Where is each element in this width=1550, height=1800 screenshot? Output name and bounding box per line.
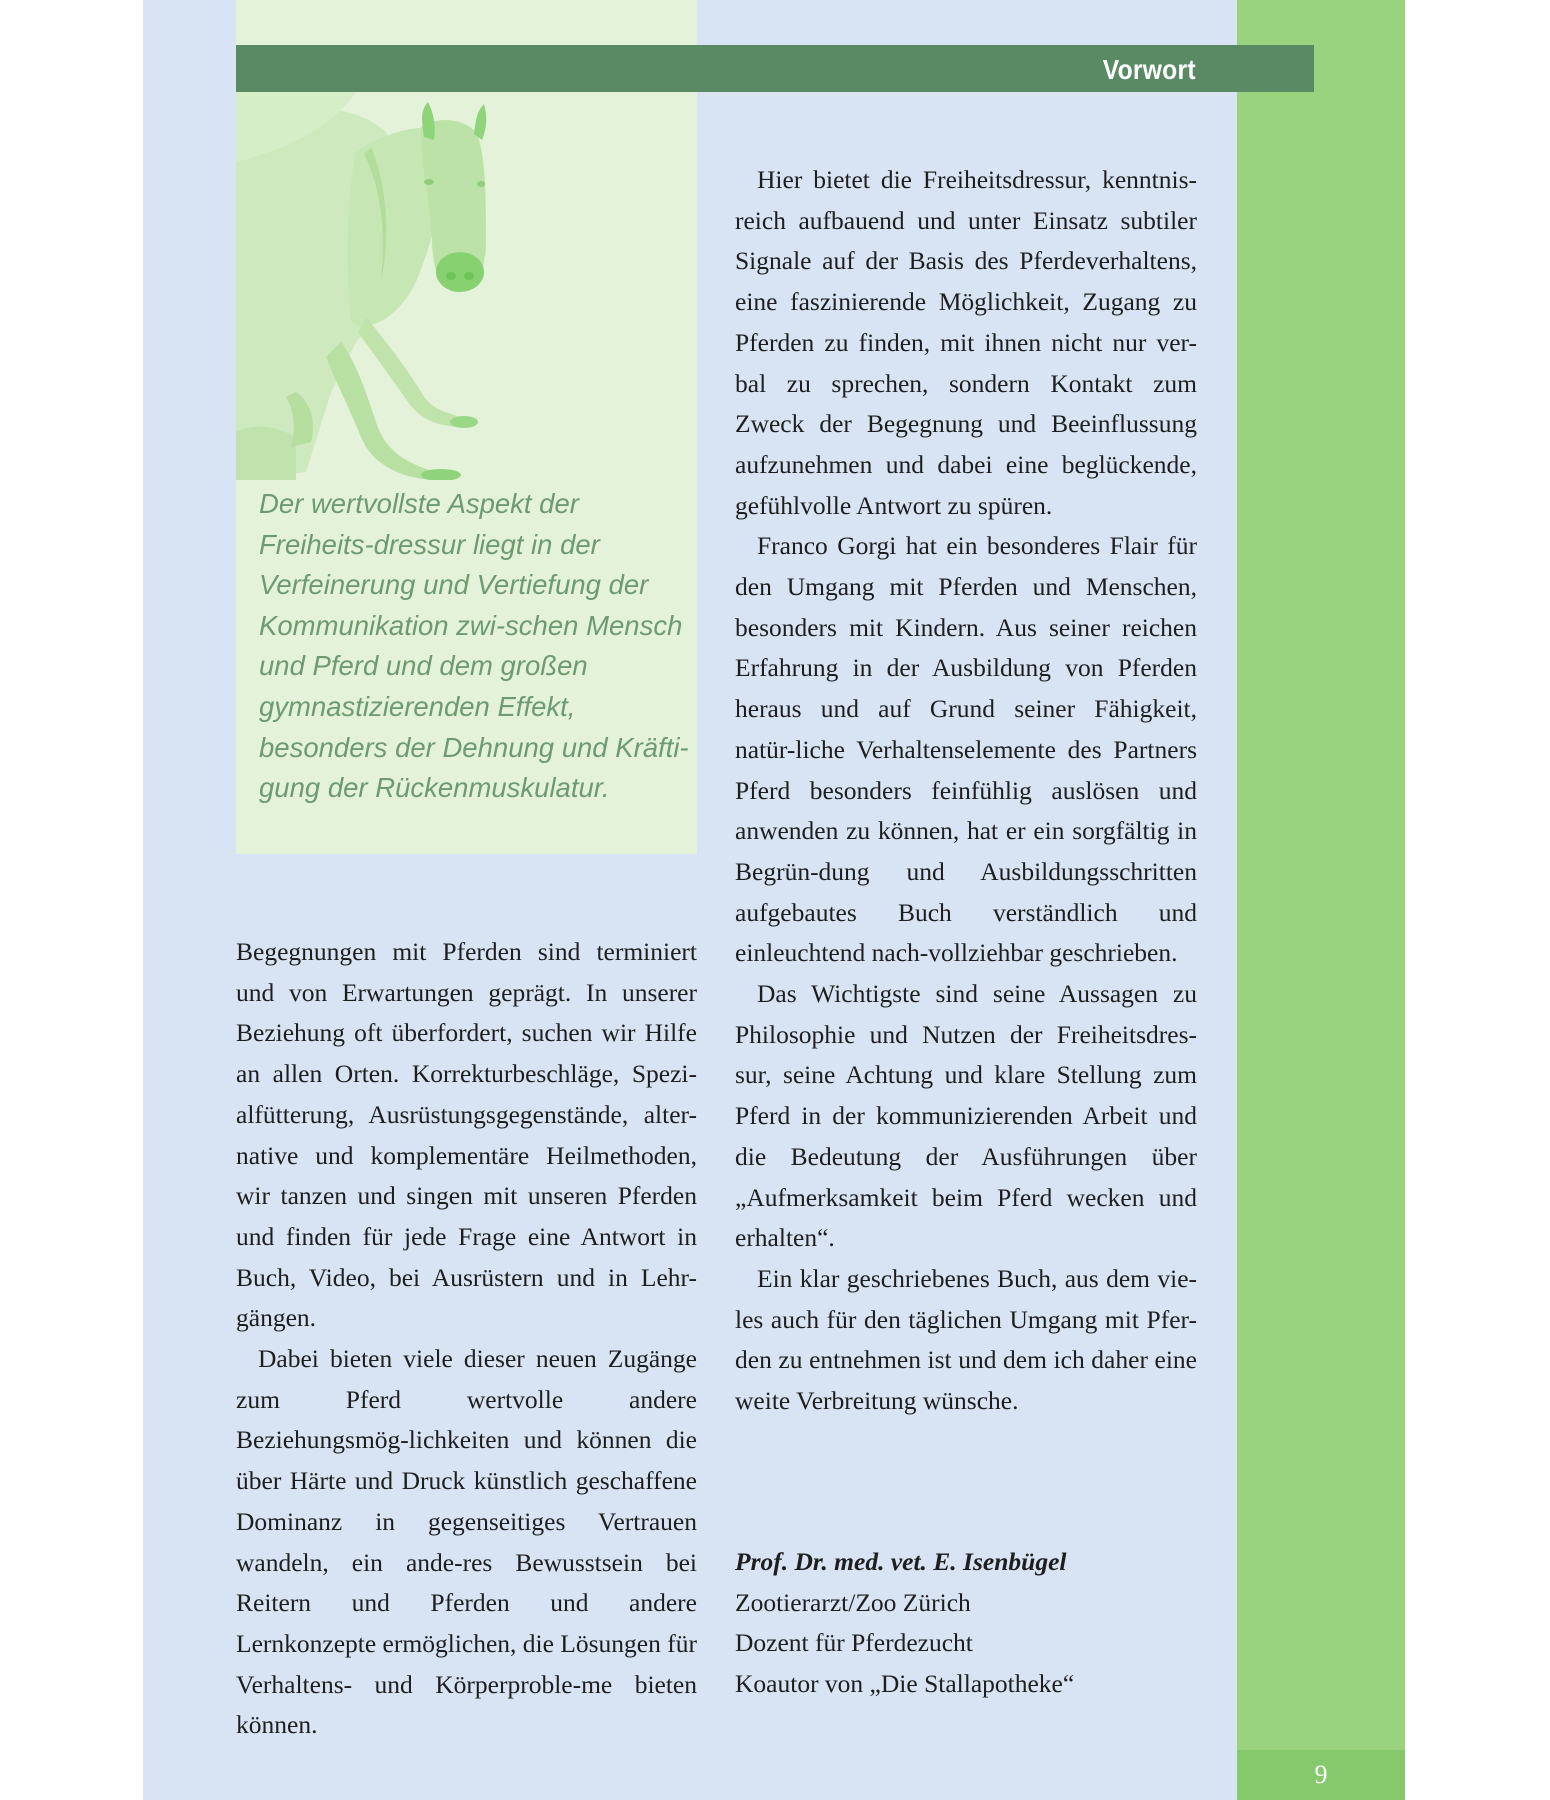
image-caption: Der wertvollste Aspekt der Freiheits-dressur liegt in der Verfeinerung und Vertiefung der Kommunikation zwi-schen Mensch und Pferd und dem großen gymnastizierenden Effekt, besonders der Dehnung und Kräfti-gung der Rückenmuskulatur.: [259, 488, 689, 804]
right-paragraph-1: Hier bietet die Freiheitsdressur, kenntnis-reich aufbauend und unter Einsatz subtiler Signale auf der Basis des Pferdeverhaltens, eine faszinierende Möglichkeit, Zugang zu Pferden zu finden, mit ihnen nicht nur ver-bal zu sprechen, sondern Kontakt zum Zweck der Begegnung und Beeinflussung aufzunehmen und dabei eine beglückende, gefühlvolle Antwort zu spüren.: [735, 165, 1197, 520]
author-name: Prof. Dr. med. vet. E. Isenbügel: [735, 1547, 1067, 1576]
author-title-3: Koautor von „Die Stallapotheke“: [735, 1669, 1075, 1699]
page-number: 9: [1314, 1760, 1328, 1789]
horse-illustration-icon: [236, 92, 697, 480]
chapter-title: Vorwort: [1102, 54, 1196, 85]
signature-block: [735, 1542, 1197, 1705]
right-paragraph-2: Franco Gorgi hat ein besonderes Flair für den Umgang mit Pferden und Menschen, besonders mit Kindern. Aus seiner reichen Erfahrung in der Ausbildung von Pferden heraus und auf Grund seiner Fähigkeit, natür-liche Verhaltenselemente des Partners Pferd besonders feinfühlig auslösen und anwenden zu können, hat er ein sorgfältig in Begrün-dung und Ausbildungsschritten aufgebautes Buch verständlich und einleuchtend nach-vollziehbar geschrieben.: [735, 531, 1197, 968]
author-title-2: Dozent für Pferdezucht: [735, 1628, 973, 1658]
left-paragraph-1: Begegnungen mit Pferden sind terminiert und von Erwartungen geprägt. In unserer Beziehung oft überfordert, suchen wir Hilfe an allen Orten. Korrekturbeschläge, Spezi-alfütterung, Ausrüstungsgegenstände, alter-native und komplementäre Heilmethoden, wir tanzen und singen mit unseren Pferden und finden für jede Frage eine Antwort in Buch, Video, bei Ausrüstern und in Lehr-gängen.: [236, 937, 697, 1333]
right-paragraph-4: Ein klar geschriebenes Buch, aus dem vie-les auch für den täglichen Umgang mit Pfer-den zu entnehmen ist und dem ich daher eine weite Verbreitung wünsche.: [735, 1263, 1197, 1416]
left-paragraph-2: Dabei bieten viele dieser neuen Zugänge zum Pferd wertvolle andere Beziehungsmög-lichkeiten und können die über Härte und Druck künstlich geschaffene Dominanz in gegenseitiges Vertrauen wandeln, ein ande-res Bewusstsein bei Reitern und Pferden und andere Lernkonzepte ermöglichen, die Lösungen für Verhaltens- und Körperproble-me bieten können.: [236, 1344, 697, 1740]
chapter-header-bar: [236, 45, 1314, 92]
right-text-column: [735, 160, 1197, 1422]
left-text-column: [236, 932, 697, 1746]
side-color-strip: [1237, 0, 1405, 1800]
right-paragraph-3: Das Wichtigste sind seine Aussagen zu Philosophie und Nutzen der Freiheitsdres-sur, seine Achtung und klare Stellung zum Pferd in der kommunizierenden Arbeit und die Bedeutung der Ausführungen über „Aufmerksamkeit beim Pferd wecken und erhalten“.: [735, 979, 1197, 1253]
author-title-1: Zootierarzt/Zoo Zürich: [735, 1587, 971, 1617]
